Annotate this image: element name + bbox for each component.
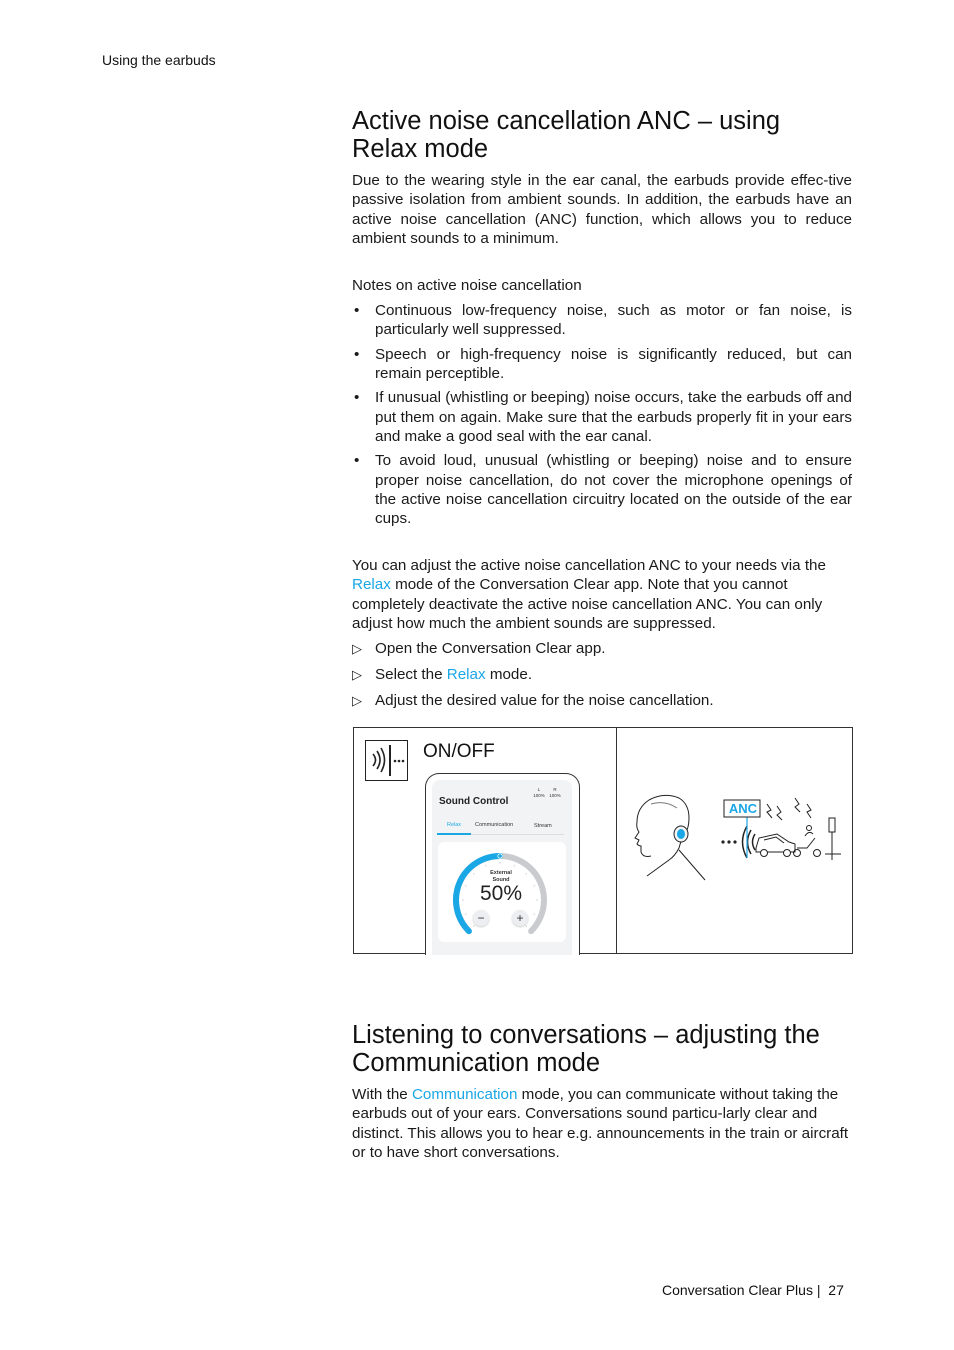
anc-label: ANC — [728, 801, 758, 816]
page-footer — [662, 1282, 844, 1298]
communication-link[interactable]: Communication — [411, 1086, 518, 1103]
dial-label-line2: Sound — [492, 876, 510, 883]
list-item: • If unusual (whistling or beeping) noise occurs, take the earbuds off and put them on again. Make sure that the earbuds properly fit in your ears and make a good seal with the ear canal. — [354, 389, 852, 446]
page-number: 27 — [828, 1282, 844, 1298]
communication-text-1: With the — [352, 1086, 412, 1103]
minus-button[interactable]: − — [473, 910, 489, 926]
battery-right-label: R — [553, 787, 557, 792]
battery-left-label: L — [537, 787, 541, 792]
list-item-text: To avoid loud, unusual (whistling or beeping) noise and to ensure proper noise cancellation, do not cover the microphone openings of the active noise cancellation circuitry located on the outside of the ear cups. — [375, 452, 852, 528]
dial-knob[interactable] — [498, 854, 502, 858]
dial-value: 50% — [479, 882, 523, 905]
footer-separator: | — [816, 1282, 821, 1298]
list-item: • To avoid loud, unusual (whistling or beeping) noise and to ensure proper noise cancellation, do not cover the microphone openings of the active noise cancellation circuitry located on the outside of the ear cups. — [354, 452, 852, 528]
dots-icon — [721, 840, 736, 843]
step-item — [352, 665, 852, 684]
car-icon — [756, 834, 795, 857]
step-item — [352, 691, 852, 710]
dial-tick — [465, 885, 467, 886]
plus-button[interactable]: + — [512, 910, 528, 926]
product-name: Conversation Clear Plus — [662, 1282, 813, 1298]
dial-tick — [514, 865, 515, 867]
communication-paragraph — [352, 1085, 852, 1163]
dial-tick — [533, 885, 535, 886]
triangle-icon: ▷ — [352, 692, 362, 708]
battery-right-value: 100% — [549, 793, 561, 798]
step-text: Select the — [375, 665, 447, 683]
sound-waves-icon — [743, 826, 756, 858]
head-drawing — [635, 795, 705, 880]
anc-toggle-icon — [365, 740, 408, 781]
battery-left-value: 100% — [533, 793, 545, 798]
phone-mockup — [425, 773, 580, 955]
dial-tick — [465, 914, 467, 915]
figure-divider — [616, 728, 617, 953]
section-title-anc: Active noise cancellation ANC – using Relax mode — [352, 107, 781, 163]
dial-tick — [533, 914, 535, 915]
sound-control-title: Sound Control — [439, 796, 509, 807]
tab-stream[interactable]: Stream — [534, 823, 552, 829]
dial-tick — [485, 865, 486, 867]
notes-list — [352, 301, 852, 534]
adjust-text-2: mode of the Conversation Clear app. Note that you cannot completely deactivate the active noise cancellation ANC. You can only adjust how much the ambient sounds are suppressed. — [352, 576, 823, 633]
steps-list — [352, 639, 852, 717]
step-text: Adjust the desired value for the noise cancellation. — [375, 691, 714, 709]
dial-tick — [473, 873, 474, 874]
step-text: Open the Conversation Clear app. — [375, 640, 606, 657]
scooter-icon — [794, 826, 821, 857]
traffic-light-icon — [825, 818, 841, 860]
anc-figure — [353, 727, 853, 954]
adjust-paragraph — [352, 556, 852, 634]
battery-right — [548, 787, 562, 799]
relax-link[interactable]: Relax — [352, 576, 391, 594]
dial-label-line1: External — [490, 870, 512, 876]
list-item-text: Speech or high-frequency noise is significantly reduced, but can remain perceptible. — [375, 345, 852, 383]
communication-text-2: mode, you can communicate without taking the earbuds out of your ears. Conversations sound particu-larly clear and distinct. This allows you to hear e.g. announcements in the train or aircraft or to have short conversations. — [352, 1086, 849, 1162]
list-item-text: If unusual (whistling or beeping) noise occurs, take the earbuds off and put them on again. Make sure that the earbuds properly fit in your ears and make a good seal with the ear canal. — [375, 389, 852, 446]
on-off-label: ON/OFF — [423, 741, 495, 762]
step-item — [352, 639, 852, 658]
dial-tick — [525, 925, 526, 926]
adjust-text-1: You can adjust the active noise cancellation ANC to your needs via the — [352, 557, 826, 574]
triangle-icon: ▷ — [352, 641, 362, 656]
anc-intro-paragraph: Due to the wearing style in the ear canal, the earbuds provide effec-tive passive isolation from ambient sounds. In addition, the earbuds have an active noise cancellation (ANC) function, which allows you to reduce ambient sounds to a minimum. — [352, 172, 852, 248]
section-title-communication: Listening to conversations – adjusting the Communication mode — [352, 1021, 820, 1077]
dial-tick — [473, 925, 474, 926]
list-item: • Speech or high-frequency noise is significantly reduced, but can remain perceptible. — [354, 345, 852, 383]
battery-left — [532, 787, 546, 799]
relax-link[interactable]: Relax — [446, 665, 486, 683]
earbud-icon — [674, 826, 688, 842]
tab-communication[interactable]: Communication — [475, 822, 514, 828]
tab-bar — [437, 821, 564, 835]
triangle-icon: ▷ — [352, 666, 362, 682]
tab-relax[interactable]: Relax — [437, 821, 471, 835]
step-text: mode. — [485, 665, 533, 683]
list-item: • Continuous low-frequency noise, such as motor or fan noise, is particularly well suppressed. — [354, 302, 852, 339]
list-item-text: Continuous low-frequency noise, such as motor or fan noise, is particularly well suppressed. — [375, 302, 852, 339]
notes-heading: Notes on active noise cancellation — [352, 277, 582, 294]
noise-bolt-icons — [767, 798, 811, 820]
running-head: Using the earbuds — [102, 52, 216, 68]
